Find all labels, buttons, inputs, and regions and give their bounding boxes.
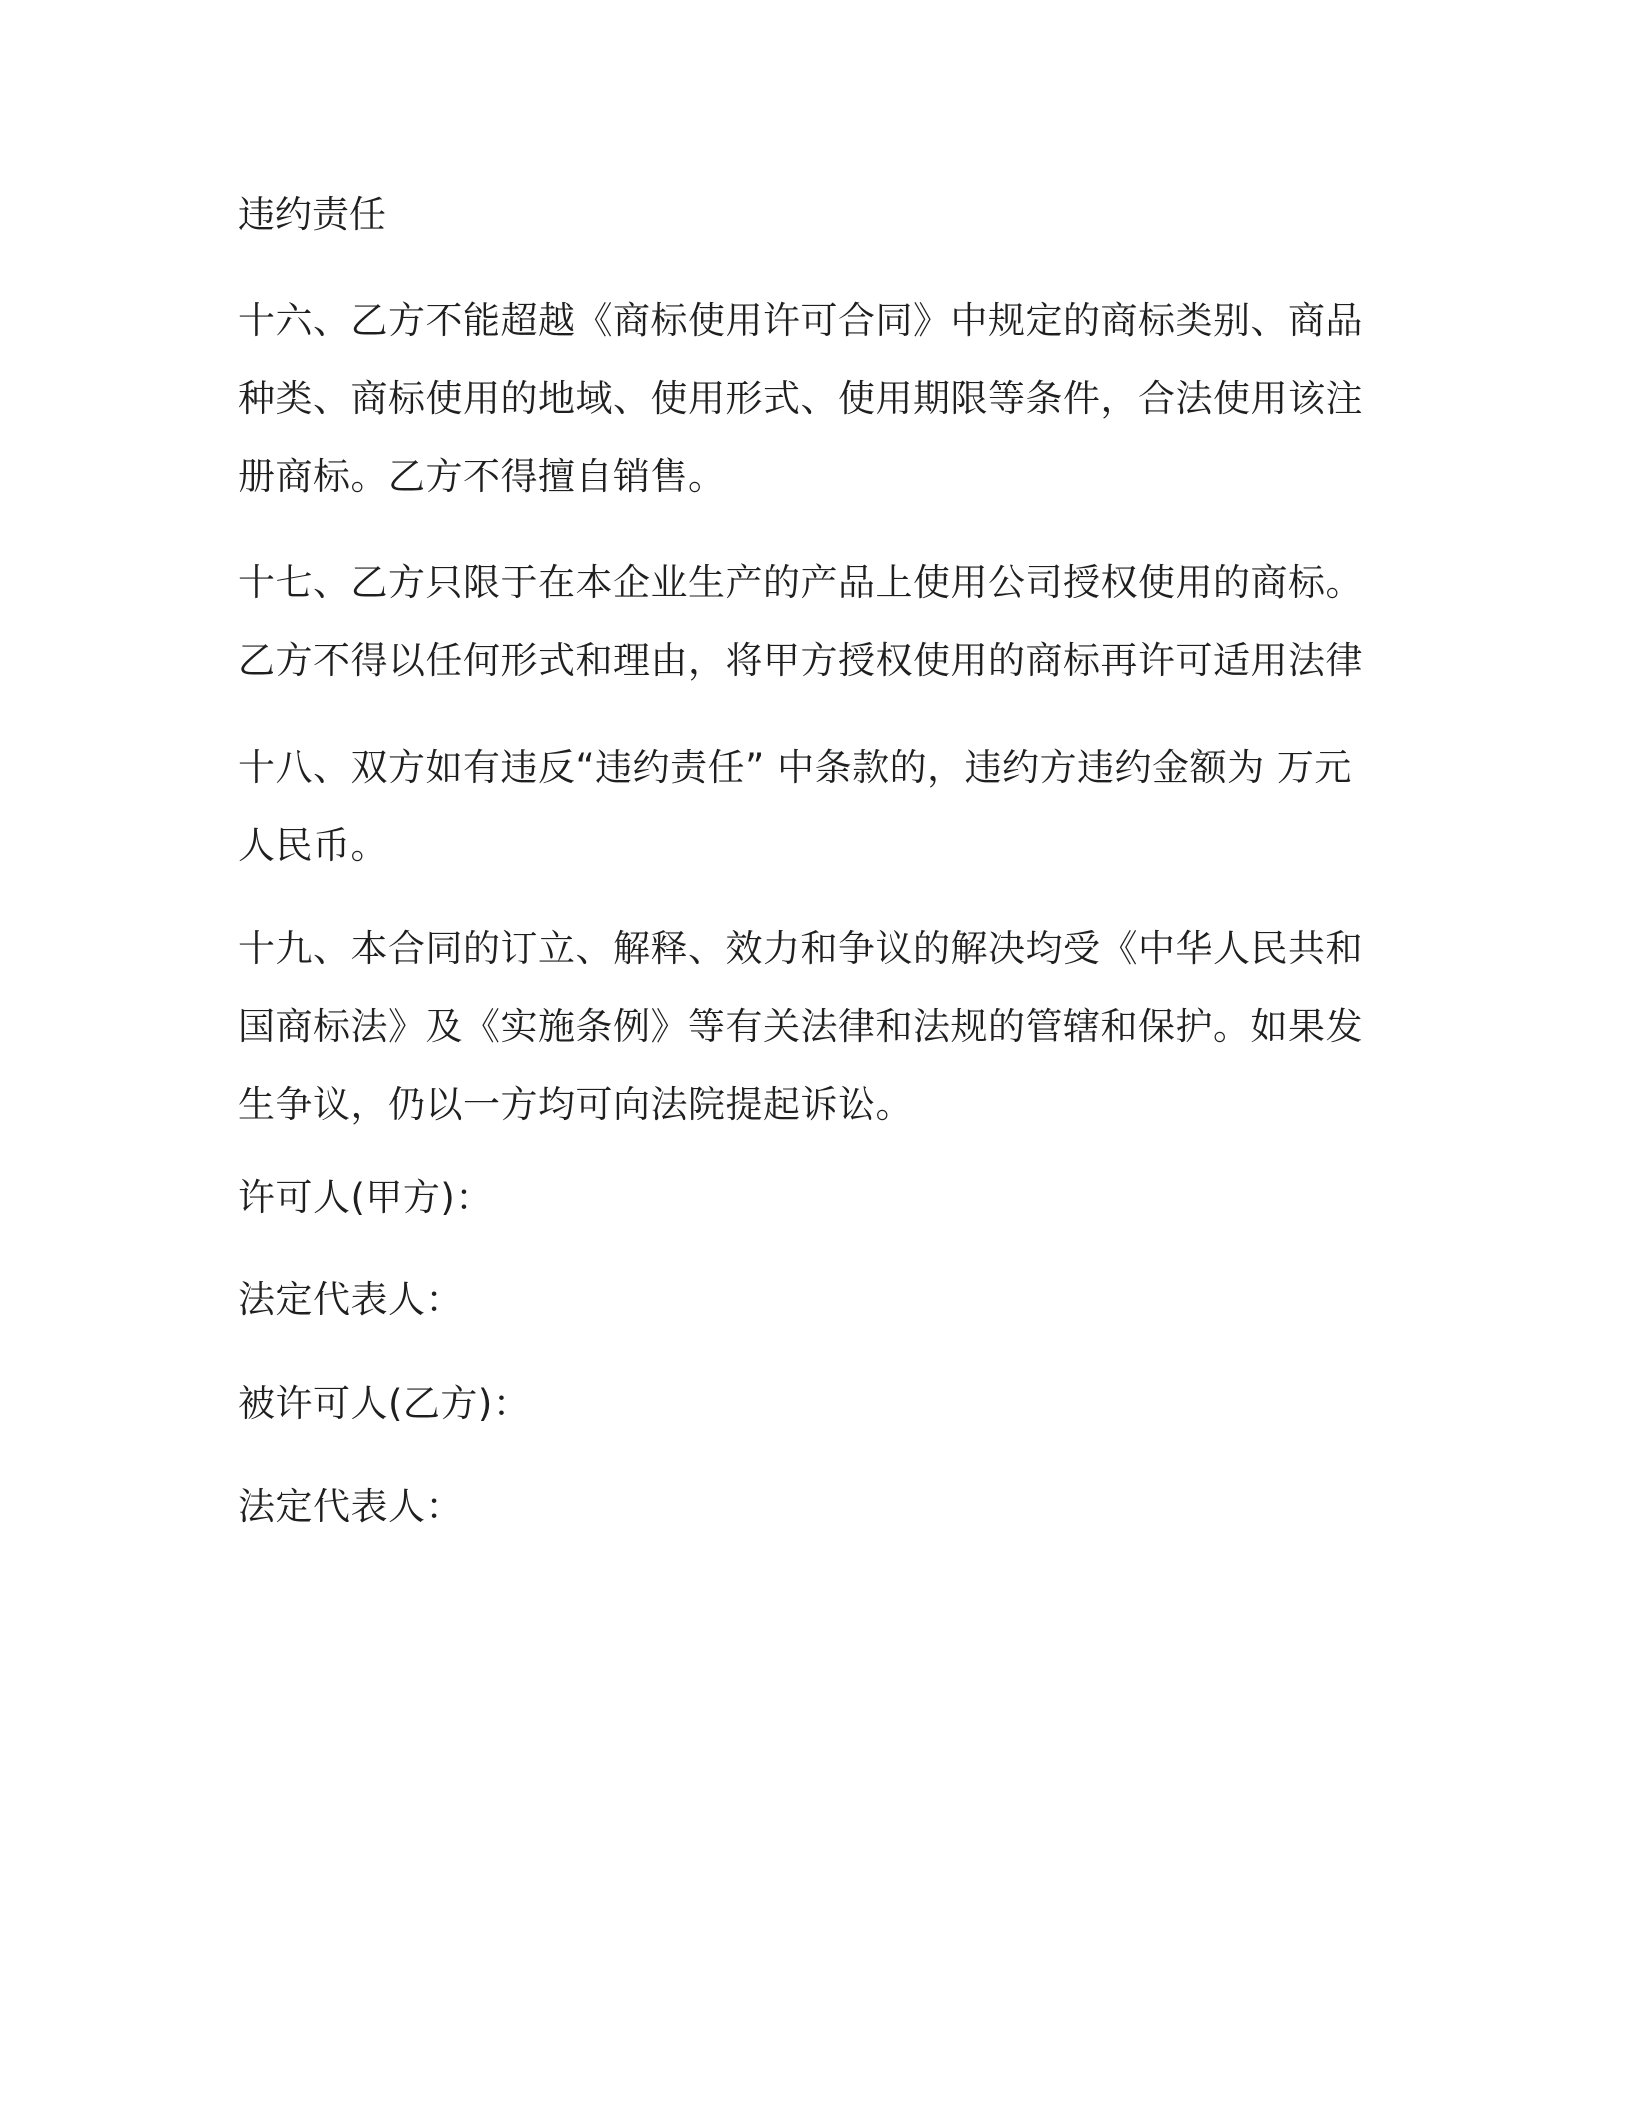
licensor-representative-label: 法定代表人：: [238, 1278, 463, 1321]
clause-17-line-2: 乙方不得以任何形式和理由，将甲方授权使用的商标再许可适用法律: [238, 639, 1363, 682]
clause-18-line-1: 十八、双方如有违反“违约责任” 中条款的，违约方违约金额为 万元: [238, 746, 1352, 789]
clause-16-line-1: 十六、乙方不能超越《商标使用许可合同》中规定的商标类别、商品: [238, 299, 1363, 342]
licensor-label: 许可人(甲方)：: [238, 1176, 493, 1219]
clause-19-line-2: 国商标法》及《实施条例》等有关法律和法规的管辖和保护。如果发: [238, 1005, 1363, 1048]
clause-16-line-2: 种类、商标使用的地域、使用形式、使用期限等条件，合法使用该注: [238, 377, 1363, 420]
clause-16-line-3: 册商标。乙方不得擅自销售。: [238, 455, 726, 498]
clause-16: [238, 282, 1398, 516]
clause-19: [238, 910, 1398, 1144]
licensee-representative-label: 法定代表人：: [238, 1485, 463, 1528]
clause-19-line-1: 十九、本合同的订立、解释、效力和争议的解决均受《中华人民共和: [238, 927, 1363, 970]
section-heading: 违约责任: [238, 193, 386, 236]
clause-19-line-3: 生争议，仍以一方均可向法院提起诉讼。: [238, 1083, 913, 1126]
clause-17-line-1: 十七、乙方只限于在本企业生产的产品上使用公司授权使用的商标。: [238, 561, 1363, 604]
clause-17: [238, 544, 1398, 700]
clause-18-line-2: 人民币。: [238, 824, 388, 867]
licensee-label: 被许可人(乙方)：: [238, 1382, 531, 1425]
clause-18: [238, 729, 1398, 885]
